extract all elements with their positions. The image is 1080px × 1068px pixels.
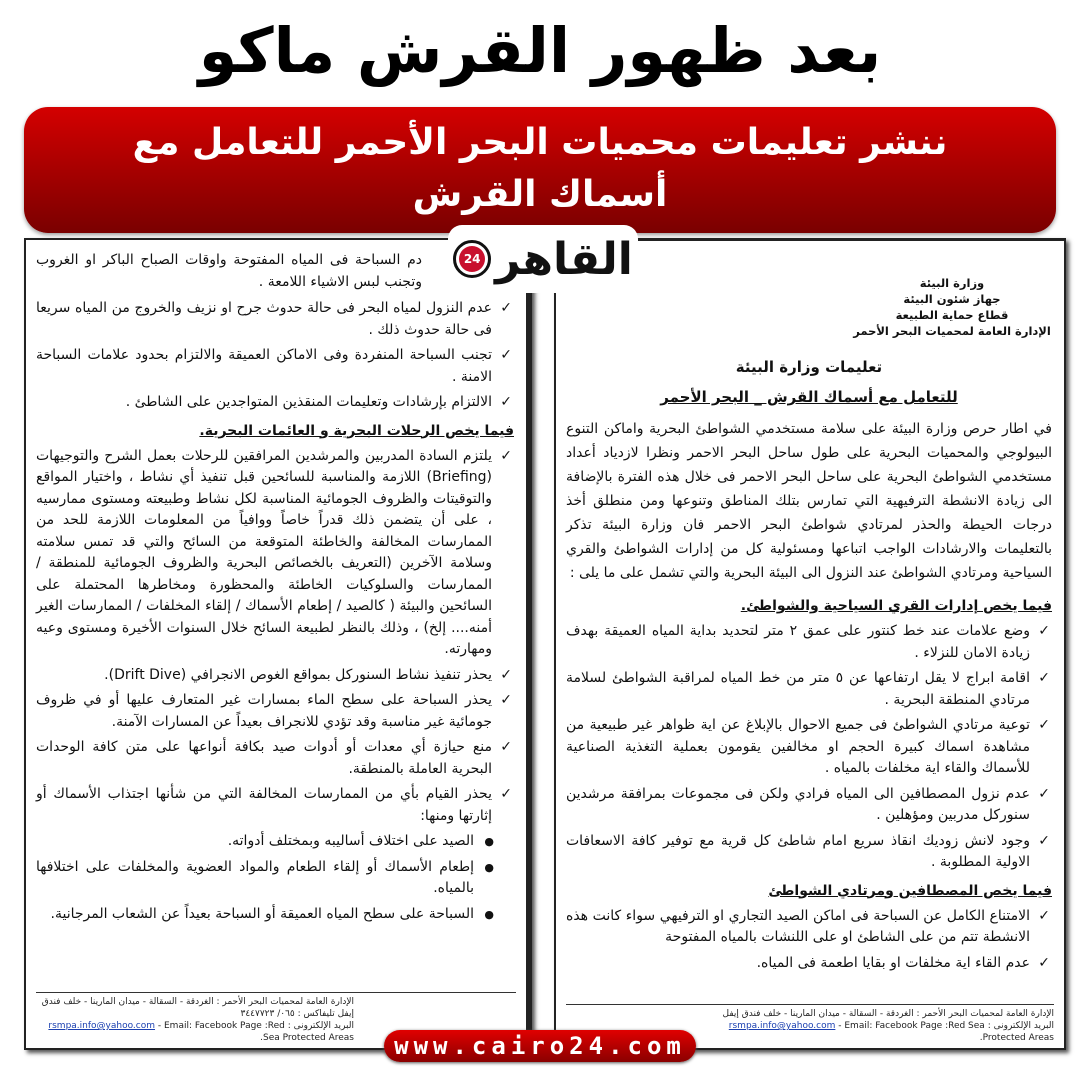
item-text: عدم القاء اية مخلفات او بقايا اطعمة فى المياه. <box>756 954 1030 971</box>
list-item <box>566 831 1052 874</box>
bullet-icon: ● <box>484 835 494 848</box>
list-item <box>566 668 1052 711</box>
list-item <box>36 665 514 687</box>
org-line: قطاع حماية الطبيعة <box>895 308 1009 322</box>
list-item <box>36 690 514 733</box>
item-text: تجنب السباحة المنفردة وفى الاماكن العميقة والالتزام بحدود علامات السباحة الامنة . <box>36 347 492 385</box>
checkmark-icon: ✓ <box>1038 954 1050 971</box>
logo-text: القاهر <box>495 233 633 285</box>
section-heading-resorts: فيما يخص إدارات القري السياحية والشواطئ. <box>740 598 1052 614</box>
checkmark-icon: ✓ <box>500 739 512 755</box>
item-text: منع حيازة أي معدات أو أدوات صيد بكافة أنواعها على متن كافة الوحدات البحرية العاملة بالمنطقة. <box>36 739 492 777</box>
item-text: يلتزم السادة المدربين والمرشدين المرافقين للرحلات بعمل الشرح والتوجيهات (Briefing) اللازمة والمناسبة للسائحين قبل تنفيذ أي نشاط ، واختيار المواقع والتوقيتات والظروف الجومائية المناسبة لكل نشاط وطبيعته ومستوى ممارسيه ، على أن يتضمن ذلك قدراً خاصاً ووافياً من المعلومات اللازمة للحد من الممارسات المخالفة والخاطئة المتوقعة من السائح والتي قد تمس سلامته وسلامة الآخرين (التعريف بالخصائص البحرية والظروف الجومائية للمنطقة / الممارسات والسلوكيات الخاطئة والمحظورة ومخاطرها المحتملة على السائحين والبيئة ( كالصيد / إطعام الأسماك / إلقاء المخلفات / الممارسات الغير أمنه.... إلخ) ، وذلك بالنظر لطبيعة السائح خلال السنوات الأخيرة ومستوى وعيه ومهارته. <box>36 447 492 657</box>
cairo24-logo <box>448 225 638 293</box>
item-text: يحذر تنفيذ نشاط السنوركل بمواقع الغوص الانجرافي (Drift Dive). <box>104 666 492 683</box>
banner-line-1: ننشر تعليمات محميات البحر الأحمر للتعامل مع <box>132 122 948 163</box>
intro-paragraph: في اطار حرص وزارة البيئة على سلامة مستخدمي الشواطئ البحرية واماكن التنوع البيولوجي والمحميات البحرية على طول ساحل البحر الاحمر ونظرا لازدياد أعداد مستخدمي الشواطئ البحرية على ساحل البحر الاحمر فى خلال هذه الفترة بالإضافة الى زيادة الانشطة الترفيهية التي تمارس بتلك المناطق وتنوعها ومن منطلق أخذ درجات الحيطة والحذر لمرتادي شواطئ البحر الاحمر فان وزارة البيئة تذكر بالتعليمات والارشادات الواجب اتباعها ومسئولية كل من إدارات الشواطئ والقري السياحية ومرتادي الشواطئ عند النزول الى البيئة البحرية والتي تشمل على ما يلى : <box>566 421 1052 581</box>
list-item <box>36 345 514 388</box>
list-item <box>566 621 1052 664</box>
list-item <box>36 446 514 661</box>
footer-facebook: Facebook Page :Red Sea Protected Areas. <box>194 1021 354 1043</box>
document-subtitle: للتعامل مع أسماك القرش _ البحر الأحمر <box>660 388 958 406</box>
item-text: الصيد على اختلاف أساليبه وبمختلف أدواته. <box>227 833 474 849</box>
list-item <box>566 953 1052 975</box>
checkmark-icon: ✓ <box>1038 670 1050 686</box>
checkmark-icon: ✓ <box>500 300 512 316</box>
checkmark-icon: ✓ <box>1038 832 1050 849</box>
footer-facebook: Facebook Page :Red Sea Protected Areas. <box>875 1021 1054 1043</box>
list-item <box>36 392 514 414</box>
footer-email-en: - Email: <box>838 1021 873 1031</box>
continued-list <box>36 250 514 414</box>
item-text: توعية مرتادي الشواطئ فى جميع الاحوال بالإبلاغ عن اية ظواهر غير طبيعية من مشاهدة اسماك كبيرة الحجم او مخالفين يقومون بعملية التغذية الصناعية للأسماك والقاء اية مخلفات بالمياه . <box>566 717 1030 776</box>
footer-address: الإدارة العامة لمحميات البحر الأحمر : الغردقة - السقالة - ميدان المارينا - خلف فندق إيفل <box>722 1009 1054 1019</box>
checkmark-icon: ✓ <box>500 394 512 410</box>
item-text: إطعام الأسماك أو إلقاء الطعام والمواد العضوية والمخلفات على اختلافها بالمياه. <box>36 858 474 896</box>
checkmark-icon: ✓ <box>1038 717 1050 733</box>
document-page-2 <box>24 238 532 1050</box>
checkmark-icon: ✓ <box>1038 785 1050 802</box>
list-item <box>36 298 514 341</box>
item-text: اقامة ابراج لا يقل ارتفاعها عن ٥ متر من خط المياه لمراقبة الشواطئ لسلامة مرتادي المنطقة البحرية . <box>566 670 1030 708</box>
item-text: دم السباحة فى المياه المفتوحة واوقات الصباح الباكر او الغروب وتجنب لبس الاشياء اللامعة . <box>36 252 422 290</box>
list-item <box>36 737 514 780</box>
section-heading-trips: فيما يخص الرحلات البحرية و العائمات البحرية. <box>199 422 514 439</box>
footer-address: الإدارة العامة لمحميات البحر الأحمر : الغردقة - السقالة - ميدان المارينا - خلف فندق إيفل تليفاكس : ٠٦٥/ ٣٤٤٧٧٢٣ <box>41 997 354 1019</box>
checkmark-icon: ✓ <box>500 347 512 363</box>
org-header <box>852 275 1052 339</box>
footer-email-en: - Email: <box>157 1021 193 1031</box>
footer-email-link[interactable]: rsmpa.info@yahoo.com <box>48 1021 156 1031</box>
page-content <box>556 241 1064 978</box>
trips-list <box>36 446 514 926</box>
item-text: وضع علامات عند خط كنتور على عمق ٢ متر لتحديد بداية المياه العميقة بهدف زيادة الامان للنزلاء . <box>566 623 1030 661</box>
item-text: الالتزام بإرشادات وتعليمات المنقذين المتواجدين على الشاطئ . <box>125 394 492 410</box>
list-item <box>36 250 514 293</box>
document-page-1 <box>554 238 1066 1050</box>
item-text: عدم نزول المصطافين الى المياه فرادي ولكن فى مجموعات بمرافقة مرشدين سنوركل مدربين ومؤهلين . <box>566 785 1030 823</box>
bullet-item <box>36 831 496 853</box>
bullet-item <box>36 904 496 926</box>
bullet-icon: ● <box>484 907 494 921</box>
document-title: تعليمات وزارة البيئة <box>735 358 883 376</box>
org-line: جهاز شئون البيئة <box>903 292 1001 306</box>
list-item <box>566 784 1052 827</box>
section-heading-beachgoers: فيما يخص المصطافين ومرتادي الشواطئ <box>768 882 1052 899</box>
footer-email-link[interactable]: rsmpa.info@yahoo.com <box>728 1021 836 1031</box>
stopwatch-icon <box>453 240 491 278</box>
checkmark-icon: ✓ <box>1038 907 1050 924</box>
footer-email-label: البريد الإلكترونى : <box>287 1021 354 1031</box>
list-item <box>566 906 1052 949</box>
item-text: السباحة على سطح المياه العميقة أو السباحة بعيداً عن الشعاب المرجانية. <box>50 905 474 922</box>
checkmark-icon: ✓ <box>500 692 512 708</box>
item-text: وجود لانش زوديك انقاذ سريع امام شاطئ كل قرية مع توفير كافة الاسعافات الاولية المطلوبة . <box>566 832 1030 870</box>
banner-line-2: أسماك القرش <box>412 174 668 215</box>
footer-email-label: البريد الإلكترونى : <box>987 1021 1054 1031</box>
checkmark-icon: ✓ <box>500 666 512 683</box>
headline: بعد ظهور القرش ماكو <box>198 14 882 87</box>
item-text: يحذر القيام بأي من الممارسات المخالفة التي من شأنها اجتذاب الأسماك أو إثارتها ومنها: <box>36 786 492 824</box>
bullet-item <box>36 857 496 900</box>
logo-badge: 24 <box>459 246 485 272</box>
org-line: وزارة البيئة <box>919 276 985 290</box>
page-content <box>26 240 526 929</box>
bullet-icon: ● <box>484 860 494 874</box>
beachgoers-list <box>566 906 1052 975</box>
item-text: يحذر السباحة على سطح الماء بمسارات غير المتعارف عليها أو في ظروف جومائية غير مناسبة وقد تؤدي للانجراف بعيداً عن المسارات الآمنة. <box>36 692 492 730</box>
website-url-badge: www.cairo24.com <box>384 1030 696 1062</box>
title-banner <box>24 107 1056 233</box>
checkmark-icon: ✓ <box>500 786 512 802</box>
org-line: الإدارة العامة لمحميات البحر الأحمر <box>853 324 1051 338</box>
checkmark-icon: ✓ <box>500 447 512 464</box>
resorts-list <box>566 621 1052 874</box>
item-text: الامتناع الكامل عن السباحة فى اماكن الصيد التجاري او الترفيهي سواء كانت هذه الانشطة تتم من على الشاطئ او على اللنشات بالمياه المفتوحة <box>566 907 1030 945</box>
item-text: عدم النزول لمياه البحر فى حالة حدوث جرح او نزيف والخروج من المياه سريعا فى حالة حدوث ذلك . <box>36 300 492 338</box>
list-item <box>36 784 514 827</box>
checkmark-icon: ✓ <box>1038 623 1050 639</box>
list-item <box>566 715 1052 780</box>
